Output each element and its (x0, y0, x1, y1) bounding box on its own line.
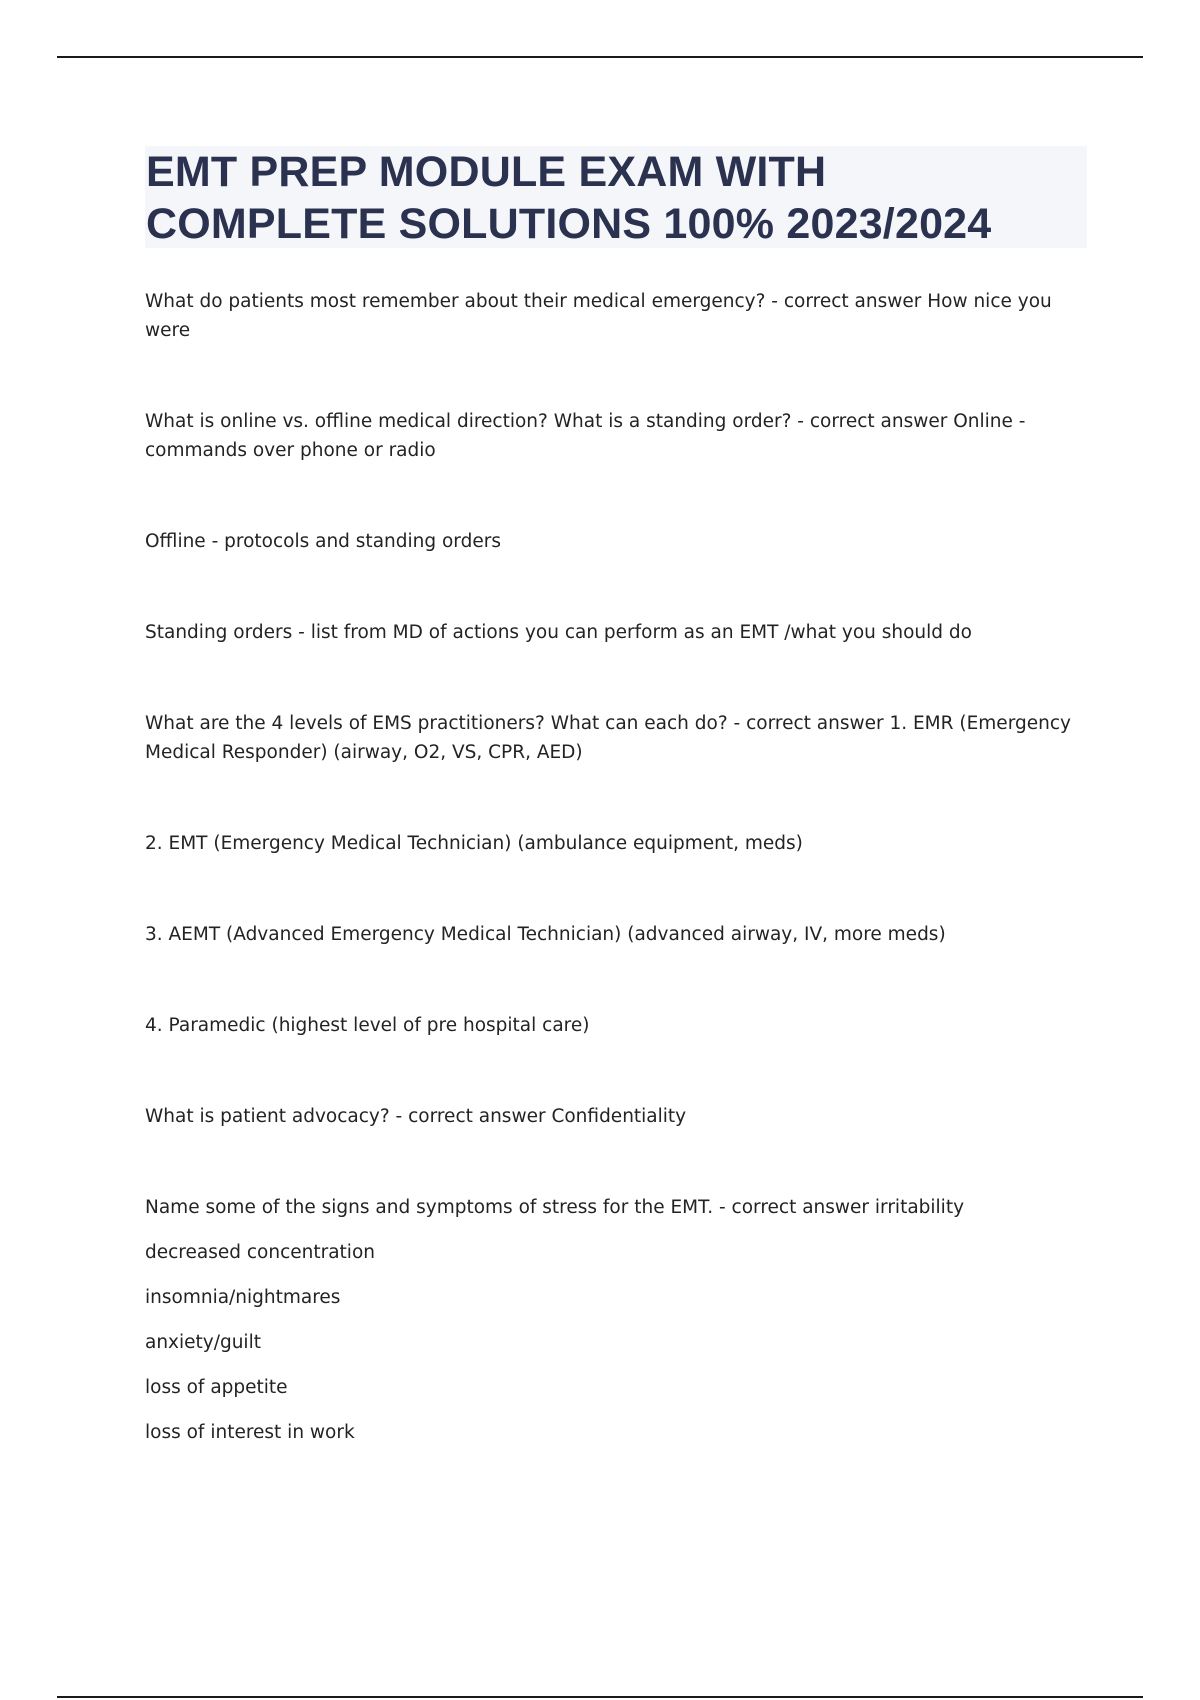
stress-symptom-item: decreased concentration (145, 1242, 375, 1263)
document-body (145, 287, 1085, 1447)
title-block (145, 146, 1087, 248)
title-line-1: EMT PREP MODULE EXAM WITH (146, 148, 827, 196)
qa-paragraph: What is patient advocacy? - correct answer Confidentiality (145, 1106, 687, 1127)
qa-paragraph: Offline - protocols and standing orders (145, 531, 501, 552)
stress-symptom-item: loss of appetite (145, 1377, 288, 1398)
title-line-2: COMPLETE SOLUTIONS 100% 2023/2024 (146, 200, 992, 248)
qa-paragraph: What are the 4 levels of EMS practitioners? What can each do? - correct answer 1. EMR (Emergency Medical Responder) (airway, O2, VS, CPR, AED) (145, 713, 1071, 763)
document-title (145, 146, 1087, 250)
qa-paragraph: What is online vs. offline medical direction? What is a standing order? - correct answer Online - commands over phone or radio (145, 411, 1026, 461)
footer-rule (57, 1696, 1143, 1698)
header-rule (57, 56, 1143, 58)
qa-paragraph: Standing orders - list from MD of actions you can perform as an EMT /what you should do (145, 622, 972, 643)
stress-symptom-item: anxiety/guilt (145, 1332, 261, 1353)
qa-paragraph: 4. Paramedic (highest level of pre hospital care) (145, 1015, 590, 1036)
qa-paragraph: 2. EMT (Emergency Medical Technician) (ambulance equipment, meds) (145, 833, 803, 854)
qa-paragraph: 3. AEMT (Advanced Emergency Medical Technician) (advanced airway, IV, more meds) (145, 924, 946, 945)
qa-paragraph: Name some of the signs and symptoms of stress for the EMT. - correct answer irritability (145, 1197, 965, 1218)
stress-symptom-item: insomnia/nightmares (145, 1287, 341, 1308)
stress-symptom-item: loss of interest in work (145, 1422, 355, 1443)
qa-paragraph: What do patients most remember about their medical emergency? - correct answer How nice you were (145, 291, 1052, 341)
